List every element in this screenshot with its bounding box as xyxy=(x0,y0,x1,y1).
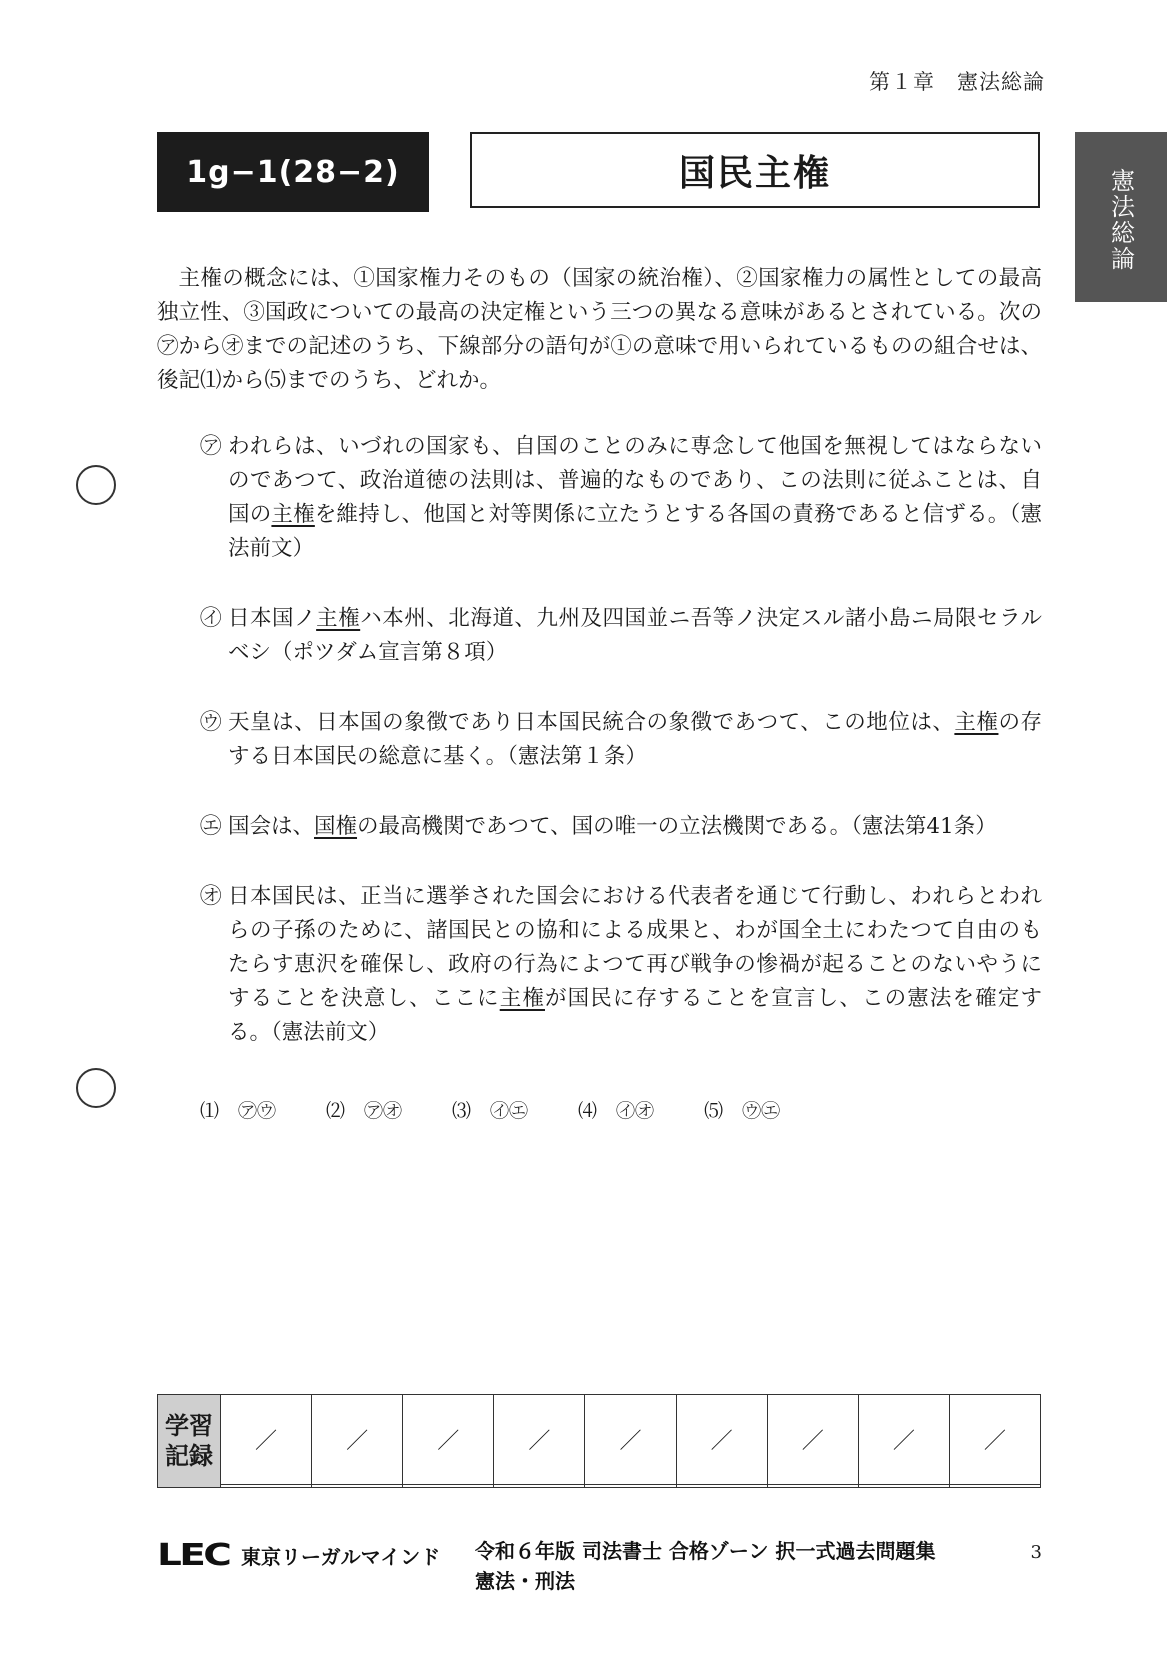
answer-choice: ⑷ ㋑㋔ xyxy=(578,1100,655,1122)
study-record-label-line: 学習 xyxy=(165,1412,213,1440)
answer-choice: ⑶ ㋑㋓ xyxy=(452,1100,529,1122)
question-intro: 主権の概念には、①国家権力そのもの（国家の統治権）、②国家権力の属性としての最高独立性、③国政についての最高の決定権という三つの異なる意味があるとされている。次の㋐から㋔までの記述のうち、下線部分の語句が①の意味で用いられているものの組合せは、後記⑴から⑸までのうち、どれか。 xyxy=(157,266,1042,393)
record-date-cell[interactable]: ／ xyxy=(221,1395,312,1485)
record-result-cell[interactable] xyxy=(494,1485,585,1488)
binder-hole xyxy=(76,465,116,505)
statement-text: の最高機関であつて、国の唯一の立法機関である。（憲法第41条） xyxy=(357,814,997,839)
record-result-cell[interactable] xyxy=(221,1485,312,1488)
publisher-logo xyxy=(157,1538,440,1573)
record-result-cell[interactable] xyxy=(585,1485,676,1488)
record-date-cell[interactable]: ／ xyxy=(767,1395,858,1485)
study-record-label xyxy=(158,1395,221,1488)
record-result-cell[interactable] xyxy=(403,1485,494,1488)
statement-text: 天皇は、日本国の象徴であり日本国民統合の象徴であつて、この地位は、 xyxy=(228,710,955,735)
book-title-line: 憲法・刑法 xyxy=(475,1569,575,1593)
record-result-cell[interactable] xyxy=(312,1485,403,1488)
underlined-term: 主権 xyxy=(954,710,999,735)
statement-label: ㋒ xyxy=(200,710,222,735)
answer-choices xyxy=(200,1096,780,1123)
statement-item xyxy=(200,602,1042,670)
statement-label: ㋔ xyxy=(200,884,222,909)
statement-item xyxy=(200,810,1042,844)
statement-text: が国民に存することを宣言し、この憲法を確定する。（憲法前文） xyxy=(228,986,1042,1045)
statement-label: ㋐ xyxy=(200,434,222,459)
answer-choice: ⑵ ㋐㋔ xyxy=(326,1100,403,1122)
record-result-cell[interactable] xyxy=(949,1485,1040,1488)
answer-choice: ⑸ ㋒㋓ xyxy=(704,1100,781,1122)
underlined-term: 主権 xyxy=(271,502,315,527)
record-result-cell[interactable] xyxy=(767,1485,858,1488)
question-id-badge: 1g−1(28−2) xyxy=(157,132,429,212)
statement-label: ㋑ xyxy=(200,606,222,631)
record-date-cell[interactable]: ／ xyxy=(858,1395,949,1485)
side-tab-label: 憲法総論 xyxy=(1106,168,1135,272)
statement-item xyxy=(200,430,1042,566)
publisher-name: 東京リーガルマインド xyxy=(241,1545,441,1569)
topic-title: 国民主権 xyxy=(470,132,1040,208)
record-date-cell[interactable]: ／ xyxy=(585,1395,676,1485)
statement-item xyxy=(200,706,1042,774)
chapter-side-tab xyxy=(1075,132,1167,302)
answer-choice: ⑴ ㋐㋒ xyxy=(200,1100,277,1122)
lec-logo-mark: LEC xyxy=(157,1538,230,1573)
statement-text: 日本国民は、正当に選挙された国会における代表者を通じて行動し、われらとわれらの子孫のために、諸国民との協和による成果と、わが国全土にわたつて自由のもたらす恵沢を確保し、政府の行為によつて再び戦争の惨禍が起ることのないやうにすることを決意し、ここに xyxy=(228,884,1042,1011)
statement-text: ハ本州、北海道、九州及四国並ニ吾等ノ決定スル諸小島ニ局限セラルベシ（ポツダム宣言第８項） xyxy=(228,606,1042,665)
page-footer xyxy=(157,1536,1042,1596)
record-date-cell[interactable]: ／ xyxy=(949,1395,1040,1485)
statement-text: 日本国ノ xyxy=(228,606,317,631)
statement-text: を維持し、他国と対等関係に立たうとする各国の責務であると信ずる。（憲法前文） xyxy=(228,502,1042,561)
record-date-cell[interactable]: ／ xyxy=(312,1395,403,1485)
record-date-cell[interactable]: ／ xyxy=(403,1395,494,1485)
statement-text: 国会は、 xyxy=(228,814,315,839)
page-number: 3 xyxy=(1030,1542,1042,1563)
record-result-cell[interactable] xyxy=(676,1485,767,1488)
binder-hole xyxy=(76,1068,116,1108)
book-title xyxy=(475,1536,936,1596)
underlined-term: 主権 xyxy=(316,606,361,631)
statement-label: ㋓ xyxy=(200,814,222,839)
underlined-term: 国権 xyxy=(314,814,358,839)
record-date-cell[interactable]: ／ xyxy=(676,1395,767,1485)
statement-text: われらは、いづれの国家も、自国のことのみに専念して他国を無視してはならないのであつて、政治道徳の法則は、普遍的なものであり、この法則に従ふことは、自国の xyxy=(228,434,1042,527)
statement-item xyxy=(200,880,1042,1050)
book-title-line: 令和６年版 司法書士 合格ゾーン 択一式過去問題集 xyxy=(475,1539,936,1563)
study-record-label-line: 記録 xyxy=(165,1442,213,1470)
statement-list xyxy=(200,430,1042,1086)
underlined-term: 主権 xyxy=(499,986,545,1011)
record-date-cell[interactable]: ／ xyxy=(494,1395,585,1485)
record-result-cell[interactable] xyxy=(858,1485,949,1488)
study-record-table xyxy=(157,1394,1041,1488)
statement-text: の存する日本国民の総意に基く。（憲法第１条） xyxy=(228,710,1042,769)
chapter-header: 第１章 憲法総論 xyxy=(869,70,1045,94)
